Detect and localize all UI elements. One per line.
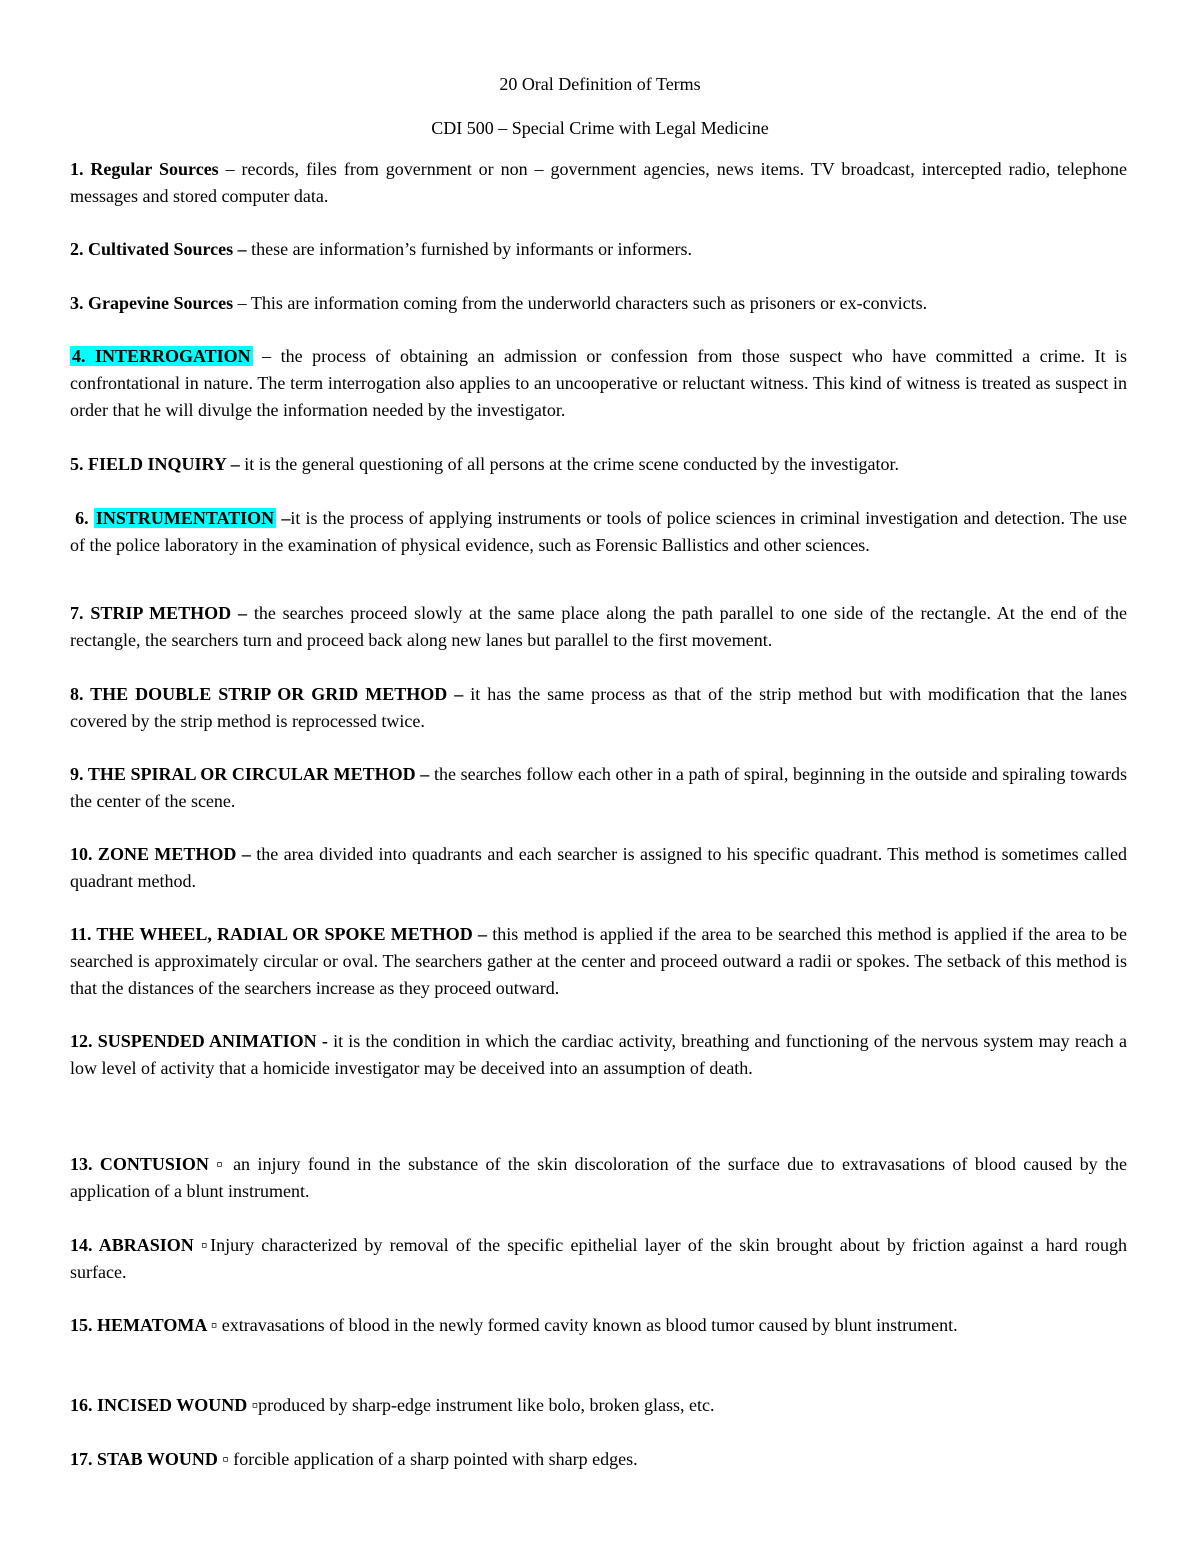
definition-grapevine-sources: 3. Grapevine Sources – This are information coming from the underworld characters such as prisoners or ex-convicts. [70, 293, 928, 313]
definition-suspended-animation [70, 1028, 1127, 1082]
term-label: 7. STRIP METHOD – [70, 603, 247, 623]
term-label: 14. ABRASION ▫ [70, 1235, 211, 1255]
term-label: 17. STAB WOUND ▫ [70, 1449, 229, 1469]
term-label: 1. Regular Sources [70, 159, 219, 179]
term-definition: records, files from government or non – government agencies, news items. TV broadcast, intercepted radio, telephone messages and stored computer data. [70, 159, 1127, 206]
definition-interrogation: 4. INTERROGATION – the process of obtaining an admission or confession from those suspect who have committed a crime. It is confrontational in nature. The term interrogation also applies to an uncooperative or reluctant witness. This kind of witness is treated as suspect in order that he will divulge the information needed by the investigator. [70, 346, 1128, 420]
definition-double-strip-method [70, 681, 1127, 735]
definition-strip-method [70, 600, 1127, 654]
document-title: 20 Oral Definition of Terms [499, 74, 701, 94]
term-definition: it is the general questioning of all persons at the crime scene conducted by the investigator. [244, 454, 900, 474]
term-number: 6. [75, 508, 89, 528]
term-label: 9. THE SPIRAL OR CIRCULAR METHOD – [70, 764, 430, 784]
term-definition: the searches proceed slowly at the same place along the path parallel to one side of the rectangle. At the end of the rectangle, the searchers turn and proceed back along new lanes but parallel to the first movement. [70, 603, 1128, 650]
term-label: 8. THE DOUBLE STRIP OR GRID METHOD – [70, 684, 464, 704]
term-label: 2. Cultivated Sources – [70, 239, 247, 259]
definition-incised-wound [70, 1392, 1127, 1419]
definition-abrasion [70, 1232, 1127, 1286]
term-label: 3. Grapevine Sources [70, 293, 234, 313]
term-label: 13. CONTUSION ▫ [70, 1154, 226, 1174]
term-definition: this method is applied if the area to be searched this method is applied if the area to be searched is approximately circular or oval. The searchers gather at the center and proceed outward a radii or spokes. The setback of this method is that the distances of the searchers increase as they proceed outward. [70, 924, 1128, 998]
definition-field-inquiry [70, 451, 1127, 478]
term-definition: an injury found in the substance of the skin discoloration of the surface due to extravasations of blood caused by the application of a blunt instrument. [70, 1154, 1128, 1201]
term-definition: produced by sharp-edge instrument like bolo, broken glass, etc. [258, 1395, 715, 1415]
term-definition: it has the same process as that of the strip method but with modification that the lanes covered by the strip method is reprocessed twice. [70, 684, 1127, 731]
definition-spiral-method [70, 761, 1127, 815]
highlighted-term-label: INSTRUMENTATION [95, 508, 275, 528]
definition-wheel-method [70, 921, 1127, 1002]
definition-regular-sources: 1. Regular Sources – records, files from government or non – government agencies, news items. TV broadcast, intercepted radio, telephone messages and stored computer data. [70, 159, 1127, 206]
definition-zone-method [70, 841, 1127, 895]
definition-contusion [70, 1151, 1127, 1205]
term-label: 5. FIELD INQUIRY – [70, 454, 240, 474]
term-definition: the process of obtaining an admission or confession from those suspect who have committed a crime. It is confrontational in nature. The term interrogation also applies to an uncooperative or reluctant witness. This kind of witness is treated as suspect in order that he will divulge the information needed by the investigator. [70, 346, 1128, 420]
term-definition: it is the process of applying instruments or tools of police sciences in criminal investigation and detection. The use of the police laboratory in the examination of physical evidence, such as Forensic Ballistics and other sciences. [70, 508, 1128, 555]
definition-instrumentation: 6. INSTRUMENTATION –it is the process of applying instruments or tools of police sciences in criminal investigation and detection. The use of the police laboratory in the examination of physical evidence, such as Forensic Ballistics and other sciences. [70, 508, 1128, 555]
highlighted-term-label: 4. INTERROGATION [72, 346, 251, 366]
document-subtitle: CDI 500 – Special Crime with Legal Medicine [431, 118, 769, 138]
term-label: 10. ZONE METHOD – [70, 844, 251, 864]
term-definition: it is the condition in which the cardiac activity, breathing and functioning of the nervous system may reach a low level of activity that a homicide investigator may be deceived into an assumption of death. [70, 1031, 1127, 1078]
definition-stab-wound [70, 1446, 1127, 1473]
term-label: 16. INCISED WOUND ▫ [70, 1395, 259, 1415]
term-label: 15. HEMATOMA ▫ [70, 1315, 218, 1335]
definition-cultivated-sources [70, 236, 1127, 263]
term-definition: the searches follow each other in a path of spiral, beginning in the outside and spiraling towards the center of the scene. [70, 764, 1128, 811]
definition-hematoma [70, 1312, 1127, 1339]
term-label: 11. THE WHEEL, RADIAL OR SPOKE METHOD – [70, 924, 487, 944]
term-definition: these are information’s furnished by informants or informers. [251, 239, 693, 259]
term-definition: forcible application of a sharp pointed with sharp edges. [233, 1449, 638, 1469]
term-definition: Injury characterized by removal of the specific epithelial layer of the skin brought about by friction against a hard rough surface. [70, 1235, 1128, 1282]
term-definition: This are information coming from the underworld characters such as prisoners or ex-convicts. [250, 293, 928, 313]
term-definition: extravasations of blood in the newly formed cavity known as blood tumor caused by blunt instrument. [221, 1315, 958, 1335]
term-definition: the area divided into quadrants and each searcher is assigned to his specific quadrant. This method is sometimes called quadrant method. [70, 844, 1127, 891]
term-label: 12. SUSPENDED ANIMATION - [70, 1031, 328, 1051]
